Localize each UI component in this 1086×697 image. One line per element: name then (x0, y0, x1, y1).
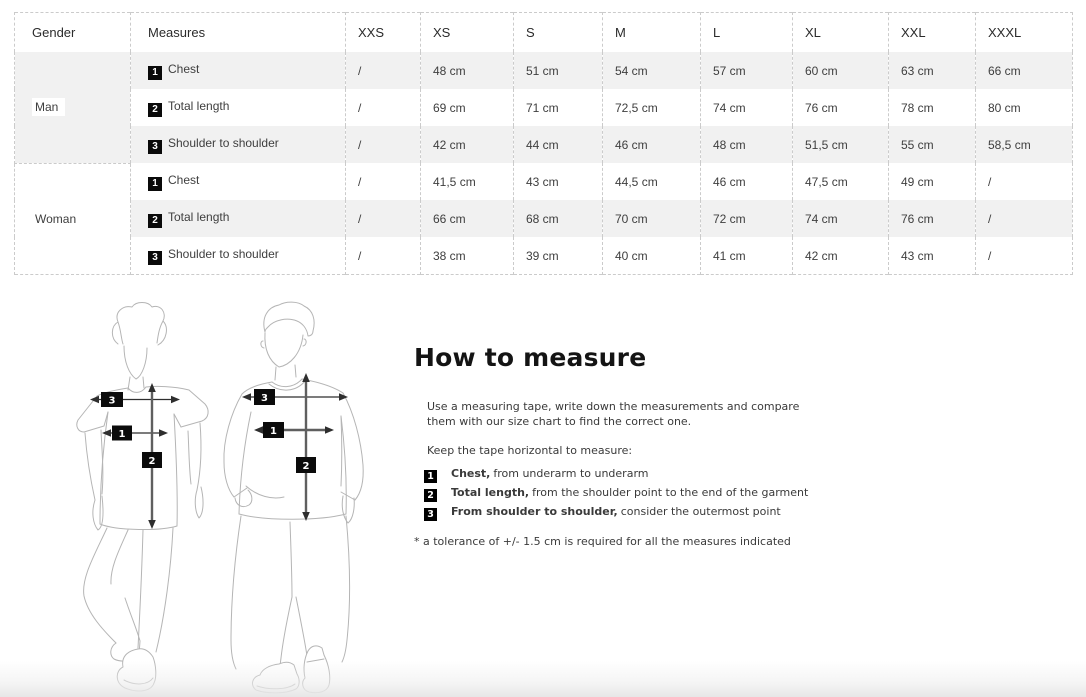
size-value: 39 cm (514, 237, 603, 275)
header-xxxl: XXXL (976, 13, 1073, 53)
size-value: 72,5 cm (603, 89, 701, 126)
size-value: 60 cm (793, 52, 889, 89)
table-row (15, 200, 1073, 237)
size-value: / (976, 237, 1073, 275)
size-value: 80 cm (976, 89, 1073, 126)
table-row (15, 52, 1073, 89)
header-xl: XL (793, 13, 889, 53)
size-chart-table (14, 12, 1073, 275)
list-item (424, 464, 914, 483)
step-number-badge: 2 (424, 489, 437, 502)
size-value: 76 cm (889, 200, 976, 237)
header-gender: Gender (15, 13, 131, 53)
size-value: 49 cm (889, 163, 976, 200)
size-value: 42 cm (793, 237, 889, 275)
measure-number-badge: 1 (148, 177, 162, 191)
size-value: 46 cm (603, 126, 701, 163)
size-value: 43 cm (889, 237, 976, 275)
svg-text:2: 2 (302, 461, 310, 472)
size-value: 58,5 cm (976, 126, 1073, 163)
measure-name: Shoulder to shoulder (168, 135, 279, 150)
table-header-row (15, 13, 1073, 53)
size-value: 43 cm (514, 163, 603, 200)
size-value: 78 cm (889, 89, 976, 126)
header-m: M (603, 13, 701, 53)
gender-cell-man (15, 52, 131, 163)
size-value: 76 cm (793, 89, 889, 126)
size-value: 40 cm (603, 237, 701, 275)
header-xxs: XXS (346, 13, 421, 53)
header-xxl: XXL (889, 13, 976, 53)
measure-number-badge: 2 (148, 214, 162, 228)
size-value: 51,5 cm (793, 126, 889, 163)
measurement-figures-illustration (55, 300, 400, 697)
header-xs: XS (421, 13, 514, 53)
measure-number-badge: 1 (148, 66, 162, 80)
svg-text:2: 2 (148, 456, 156, 467)
gender-label-woman: Woman (32, 210, 83, 228)
measure-number-badge: 3 (148, 251, 162, 265)
list-item (424, 483, 914, 502)
size-value: 41,5 cm (421, 163, 514, 200)
size-value: / (346, 237, 421, 275)
chest-marker-badge (112, 426, 132, 441)
table-row (15, 89, 1073, 126)
measure-name: Total length (168, 98, 230, 113)
size-value: 44,5 cm (603, 163, 701, 200)
size-value: 47,5 cm (793, 163, 889, 200)
gender-label-man: Man (32, 98, 65, 116)
svg-text:1: 1 (270, 426, 277, 437)
shoulder-marker-badge (101, 392, 123, 407)
size-value: 44 cm (514, 126, 603, 163)
header-s: S (514, 13, 603, 53)
size-value: / (346, 163, 421, 200)
size-value: 66 cm (976, 52, 1073, 89)
size-value: / (346, 200, 421, 237)
measure-steps-list (424, 464, 914, 521)
list-item (424, 502, 914, 521)
size-value: 46 cm (701, 163, 793, 200)
measure-intro-text: Use a measuring tape, write down the measurements and compare them with our size chart to find the correct one. (427, 400, 800, 428)
size-value: 54 cm (603, 52, 701, 89)
size-value: / (976, 163, 1073, 200)
svg-text:3: 3 (261, 393, 268, 404)
step-term: Chest, (451, 467, 491, 480)
step-description: consider the outermost point (620, 505, 781, 518)
size-value: 74 cm (793, 200, 889, 237)
size-value: 74 cm (701, 89, 793, 126)
size-value: 57 cm (701, 52, 793, 89)
man-figure-illustration (224, 302, 363, 693)
table-row (15, 126, 1073, 163)
size-value: / (976, 200, 1073, 237)
size-value: 70 cm (603, 200, 701, 237)
gender-cell-woman (15, 163, 131, 275)
section-title: How to measure (414, 343, 647, 372)
header-l: L (701, 13, 793, 53)
size-value: 38 cm (421, 237, 514, 275)
size-value: 69 cm (421, 89, 514, 126)
length-marker-badge (142, 452, 162, 468)
chest-arrow (102, 429, 168, 437)
svg-text:3: 3 (108, 395, 116, 407)
step-description: from underarm to underarm (493, 467, 649, 480)
size-value: 48 cm (701, 126, 793, 163)
length-marker-badge (296, 457, 316, 473)
step-number-badge: 1 (424, 470, 437, 483)
step-term: From shoulder to shoulder, (451, 505, 618, 518)
woman-figure-illustration (77, 303, 208, 691)
size-value: 66 cm (421, 200, 514, 237)
svg-text:1: 1 (118, 429, 126, 440)
header-measures: Measures (131, 13, 346, 53)
tolerance-footnote: * a tolerance of +/- 1.5 cm is required for all the measures indicated (414, 535, 791, 548)
size-value: 51 cm (514, 52, 603, 89)
measure-name: Chest (168, 172, 200, 187)
shoulder-marker-badge (254, 389, 275, 405)
measure-name: Shoulder to shoulder (168, 246, 279, 261)
size-value: / (346, 89, 421, 126)
table-row (15, 237, 1073, 275)
size-value: 71 cm (514, 89, 603, 126)
length-arrow (302, 373, 310, 521)
step-number-badge: 3 (424, 508, 437, 521)
size-value: / (346, 126, 421, 163)
size-value: 41 cm (701, 237, 793, 275)
measure-name: Total length (168, 209, 230, 224)
size-value: 63 cm (889, 52, 976, 89)
size-value: 72 cm (701, 200, 793, 237)
step-description: from the shoulder point to the end of the garment (532, 486, 809, 499)
size-value: / (346, 52, 421, 89)
measure-name: Chest (168, 61, 200, 76)
measure-number-badge: 3 (148, 140, 162, 154)
size-value: 48 cm (421, 52, 514, 89)
size-value: 55 cm (889, 126, 976, 163)
chest-marker-badge (263, 422, 284, 438)
size-value: 42 cm (421, 126, 514, 163)
table-row (15, 163, 1073, 200)
measure-list-intro: Keep the tape horizontal to measure: (427, 444, 633, 457)
measure-number-badge: 2 (148, 103, 162, 117)
how-to-measure-section (414, 344, 914, 548)
step-term: Total length, (451, 486, 530, 499)
size-value: 68 cm (514, 200, 603, 237)
